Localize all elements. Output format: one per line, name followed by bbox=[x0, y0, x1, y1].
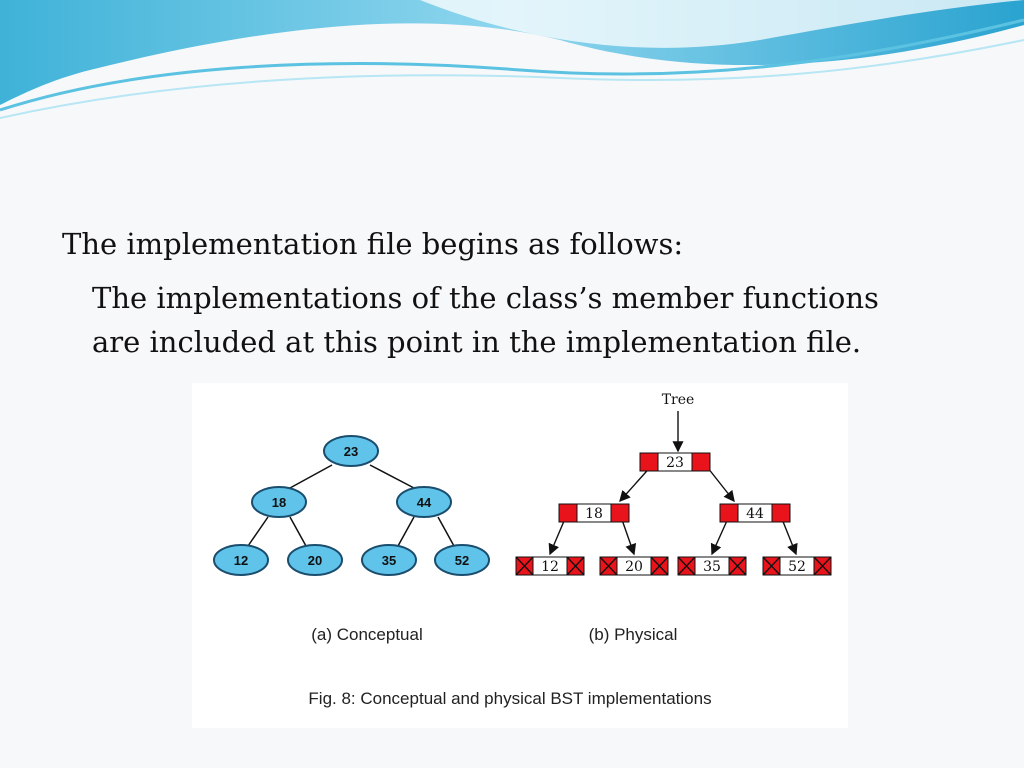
physical-node-12 bbox=[516, 557, 584, 575]
physical-caption: (b) Physical bbox=[588, 625, 678, 644]
svg-text:20: 20 bbox=[307, 553, 323, 568]
conceptual-node-35 bbox=[362, 545, 416, 575]
conceptual-node-52 bbox=[435, 545, 489, 575]
svg-text:52: 52 bbox=[454, 553, 470, 568]
body-line-2: are included at this point in the implementation file. bbox=[92, 325, 862, 359]
figure-caption: Fig. 8: Conceptual and physical BST implementations bbox=[308, 689, 712, 708]
svg-text:44: 44 bbox=[746, 506, 764, 522]
physical-node-20 bbox=[600, 557, 668, 575]
decorative-wave-banner bbox=[0, 0, 1024, 130]
physical-node-44 bbox=[720, 504, 790, 522]
conceptual-caption: (a) Conceptual bbox=[311, 625, 423, 644]
tree-root-label: Tree bbox=[661, 392, 695, 408]
conceptual-tree bbox=[214, 436, 489, 575]
physical-node-18 bbox=[559, 504, 629, 522]
conceptual-node-12 bbox=[214, 545, 268, 575]
physical-arrows bbox=[550, 411, 796, 554]
conceptual-node-20 bbox=[288, 545, 342, 575]
svg-text:18: 18 bbox=[585, 506, 603, 522]
conceptual-node-18 bbox=[252, 487, 306, 517]
svg-text:44: 44 bbox=[416, 495, 432, 510]
intro-line: The implementation file begins as follows: bbox=[62, 227, 684, 261]
svg-text:35: 35 bbox=[703, 559, 721, 575]
conceptual-node-44 bbox=[397, 487, 451, 517]
svg-text:18: 18 bbox=[271, 495, 287, 510]
svg-text:52: 52 bbox=[788, 559, 806, 575]
bst-figure-svg bbox=[192, 383, 848, 728]
svg-text:20: 20 bbox=[625, 559, 643, 575]
svg-text:23: 23 bbox=[343, 444, 359, 459]
bst-figure bbox=[192, 383, 848, 728]
physical-node-52 bbox=[763, 557, 831, 575]
svg-text:35: 35 bbox=[381, 553, 397, 568]
svg-text:23: 23 bbox=[666, 455, 684, 471]
body-line-1: The implementations of the class’s member functions bbox=[92, 281, 879, 315]
physical-node-35 bbox=[678, 557, 746, 575]
svg-text:12: 12 bbox=[541, 559, 559, 575]
conceptual-node-23 bbox=[324, 436, 378, 466]
svg-text:12: 12 bbox=[233, 553, 249, 568]
physical-node-23 bbox=[640, 453, 710, 471]
